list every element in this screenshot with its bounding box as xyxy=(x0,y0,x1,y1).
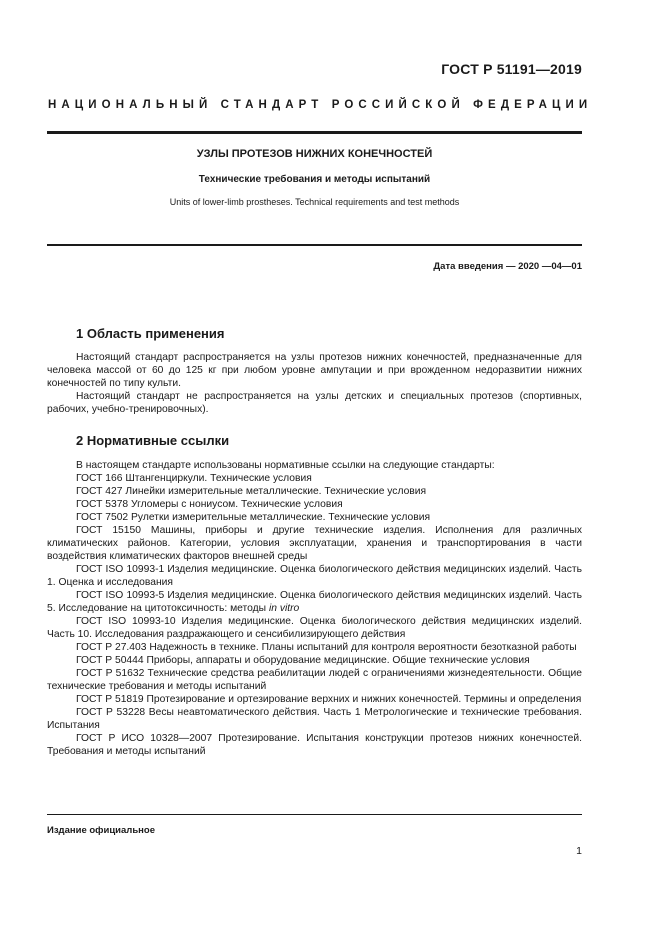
reference-item xyxy=(47,498,582,511)
section-2-heading: 2 Нормативные ссылки xyxy=(76,433,230,448)
reference-item xyxy=(47,667,582,693)
reference-item xyxy=(47,524,582,563)
page-number: 1 xyxy=(576,845,582,857)
document-number: ГОСТ Р 51191—2019 xyxy=(441,61,582,77)
reference-item xyxy=(47,563,582,589)
reference-title: Угломеры с нониусом. Технические условия xyxy=(131,499,343,510)
reference-code: ГОСТ 5378 xyxy=(76,499,129,510)
reference-code: ГОСТ 166 xyxy=(76,473,123,484)
reference-title: Изделия медицинские. Оценка биологического действия медицинских изделий. Часть 5. Исследование на цитотоксичность: методы xyxy=(47,590,582,614)
divider-thick xyxy=(47,131,582,134)
edition-label: Издание официальное xyxy=(47,825,155,836)
reference-code: ГОСТ Р ИСО 10328—2007 xyxy=(76,733,213,744)
reference-code: ГОСТ Р 51819 xyxy=(76,694,144,705)
divider-footer xyxy=(47,814,582,815)
reference-item xyxy=(47,511,582,524)
reference-code: ГОСТ 7502 xyxy=(76,512,129,523)
divider-title xyxy=(47,244,582,246)
section-2-body xyxy=(47,459,582,758)
standard-title: НАЦИОНАЛЬНЫЙ СТАНДАРТ РОССИЙСКОЙ ФЕДЕРАЦИИ xyxy=(48,99,593,111)
reference-code: ГОСТ 15150 xyxy=(76,525,141,536)
reference-title: Изделия медицинские. Оценка биологического действия медицинских изделий. Часть 1. Оценка и исследования xyxy=(47,564,582,588)
reference-code: ГОСТ ISO 10993-5 xyxy=(76,590,165,601)
reference-code: ГОСТ Р 53228 xyxy=(76,707,146,718)
reference-title: Протезирование. Испытания конструкции протезов нижних конечностей. Требования и методы испытаний xyxy=(47,733,582,757)
reference-code: ГОСТ ISO 10993-1 xyxy=(76,564,165,575)
reference-code: ГОСТ 427 xyxy=(76,486,123,497)
reference-item xyxy=(47,472,582,485)
reference-title: Изделия медицинские. Оценка биологического действия медицинских изделий. Часть 10. Исследования раздражающего и сенсибилизирующего действия xyxy=(47,616,582,640)
reference-title: Технические средства реабилитации людей с ограничениями жизнедеятельности. Общие технические требования и методы испытаний xyxy=(47,668,582,692)
reference-title: Весы неавтоматического действия. Часть 1 Метрологические и технические требования. Испытания xyxy=(47,707,582,731)
reference-title: Штангенциркули. Технические условия xyxy=(125,473,312,484)
section-1-body xyxy=(47,351,582,416)
reference-title: Машины, приборы и другие технические изделия. Исполнения для различных климатических районов. Категории, условия эксплуатации, хранения и транспортирования в части воздействия климатических факторов внешней среды xyxy=(47,525,582,562)
section-1-paragraph: Настоящий стандарт распространяется на узлы протезов нижних конечностей, предназначенные для человека массой от 60 до 125 кг при любом уровне ампутации и при врожденном недоразвитии нижних конечностей по типу культи. xyxy=(47,352,582,389)
introduction-date: Дата введения — 2020 —04—01 xyxy=(433,261,582,272)
reference-item xyxy=(47,706,582,732)
reference-title: Линейки измерительные металлические. Технические условия xyxy=(125,486,427,497)
reference-code: ГОСТ Р 50444 xyxy=(76,655,144,666)
english-title: Units of lower-limb prostheses. Technical requirements and test methods xyxy=(169,197,460,207)
reference-item xyxy=(47,615,582,641)
reference-item xyxy=(47,641,582,654)
reference-item xyxy=(47,693,582,706)
references-list xyxy=(47,472,582,758)
references-intro: В настоящем стандарте использованы нормативные ссылки на следующие стандарты: xyxy=(76,460,495,471)
section-1-paragraph: Настоящий стандарт не распространяется на узлы детских и специальных протезов (спортивных, рабочих, учебно-тренировочных). xyxy=(47,391,582,415)
reference-item xyxy=(47,732,582,758)
document-name: УЗЛЫ ПРОТЕЗОВ НИЖНИХ КОНЕЧНОСТЕЙ xyxy=(196,148,433,160)
reference-title: Приборы, аппараты и оборудование медицинские. Общие технические условия xyxy=(146,655,530,666)
reference-code: ГОСТ ISO 10993-10 xyxy=(76,616,176,627)
reference-item xyxy=(47,589,582,615)
reference-item xyxy=(47,485,582,498)
reference-title: Надежность в технике. Планы испытаний для контроля вероятности безотказной работы xyxy=(149,642,577,653)
section-1-heading: 1 Область применения xyxy=(76,326,225,341)
document-subtitle: Технические требования и методы испытаний xyxy=(198,174,431,185)
reference-title-italic: in vitro xyxy=(268,603,300,614)
reference-item xyxy=(47,654,582,667)
reference-title: Рулетки измерительные металлические. Технические условия xyxy=(131,512,431,523)
reference-code: ГОСТ Р 51632 xyxy=(76,668,145,679)
reference-code: ГОСТ Р 27.403 xyxy=(76,642,147,653)
reference-title: Протезирование и ортезирование верхних и нижних конечностей. Термины и определения xyxy=(146,694,582,705)
